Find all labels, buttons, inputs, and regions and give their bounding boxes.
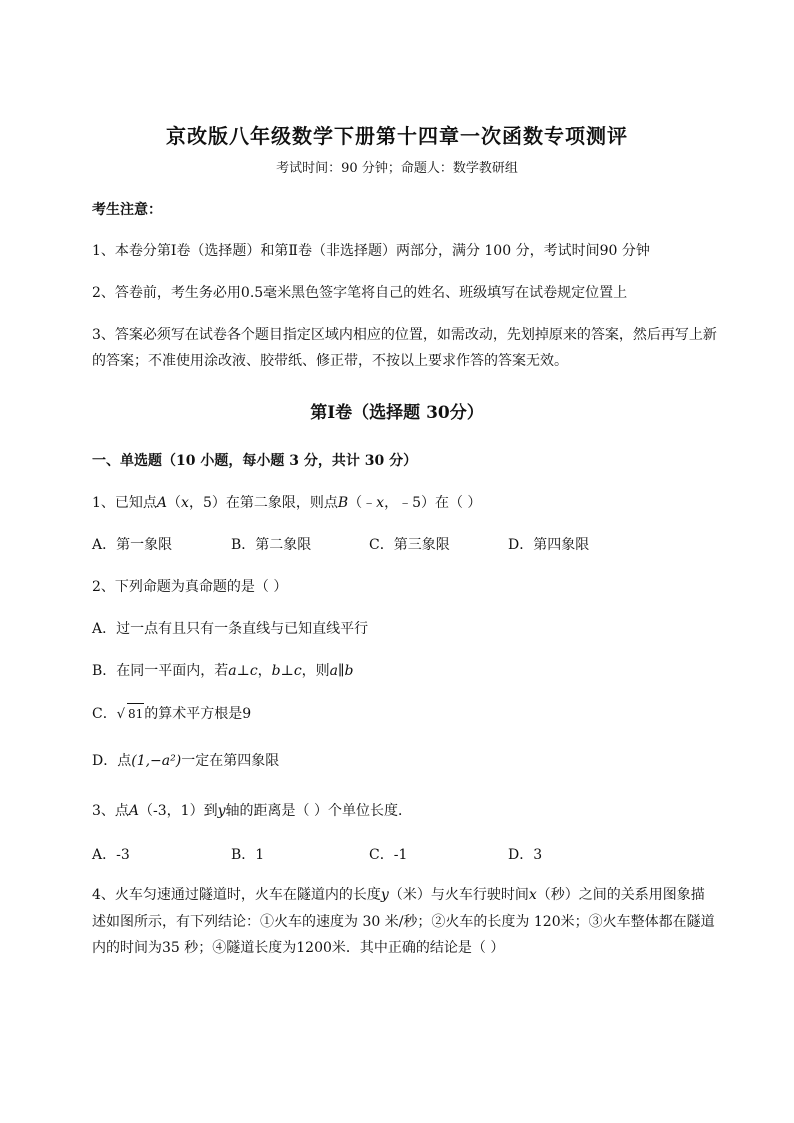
q1-point-b: B: [337, 495, 349, 511]
question-4-line-1: [92, 885, 705, 905]
q3-option-c: C．-1: [369, 847, 408, 863]
part-heading: 一、单选题（10 小题，每小题 3 分，共计 30 分）: [92, 453, 418, 469]
q2-d-label: D．点: [92, 753, 132, 769]
q4-text-b: （米）与火车行驶时间: [388, 887, 529, 903]
q2-b-var-b2: b: [344, 663, 354, 679]
q1-option-a: A．第一象限: [92, 537, 173, 553]
question-4-line-3: 内的时间为35 秒；④隧道长度为1200米．其中正确的结论是（ ）: [92, 940, 505, 956]
q2-b-perp-1: ⊥: [236, 663, 250, 679]
q1-option-b: B．第二象限: [231, 537, 312, 553]
notice-heading: 考生注意：: [92, 202, 162, 218]
q3-text-a: 3、点: [92, 803, 129, 819]
q1-text-e: ，﹣5）在（ ）: [384, 495, 482, 511]
notice-item-3-cont: 的答案；不准使用涂改液、胶带纸、修正带，不按以上要求作答的答案无效。: [92, 353, 568, 369]
q1-var-x: x: [181, 495, 189, 511]
q4-text-a: 4、火车匀速通过隧道时，火车在隧道内的长度: [92, 887, 381, 903]
q3-option-d: D．3: [508, 847, 543, 863]
q1-text-b: （: [167, 495, 182, 511]
notice-item-2: 2、答卷前，考生务必用0.5毫米黑色签字笔将自己的姓名、班级填写在试卷规定位置上: [92, 285, 628, 301]
q4-var-x: x: [528, 887, 537, 903]
exam-info: 考试时间：90 分钟；命题人：数学教研组: [276, 161, 518, 176]
q2-d-point: (1,−a²): [131, 753, 182, 769]
q2-b-var-b: b: [271, 663, 281, 679]
q1-text-c: ，5）在第二象限，则点: [188, 495, 338, 511]
q2-b-parallel: ∥: [338, 663, 345, 679]
q1-text-a: 1、已知点: [92, 495, 157, 511]
question-2-stem: 2、下列命题为真命题的是（ ）: [92, 579, 288, 595]
question-3-stem: [92, 801, 412, 821]
q1-var-x2: x: [376, 495, 385, 511]
q4-text-c: （秒）之间的关系用图象描: [536, 887, 705, 903]
q2-b-text: B．在同一平面内，若: [92, 663, 229, 679]
q4-var-y: y: [380, 887, 389, 903]
q3-text-c: 轴的距离是（ ）个单位长度．: [225, 803, 412, 819]
q2-b-var-c: c: [249, 663, 258, 679]
q2-option-d: [92, 751, 279, 771]
q2-b-comma: ，: [257, 663, 272, 679]
notice-item-3: 3、答案必须写在试卷各个题目指定区域内相应的位置，如需改动，先划掉原来的答案，然后再写上新: [92, 327, 717, 343]
q2-b-perp-2: ⊥: [280, 663, 294, 679]
q2-option-a: A．过一点有且只有一条直线与已知直线平行: [92, 621, 369, 637]
q2-b-var-a: a: [228, 663, 237, 679]
q2-option-c: [92, 703, 251, 725]
q1-text-d: （﹣: [348, 495, 377, 511]
q1-point-a: A: [156, 495, 168, 511]
q3-axis: y: [217, 803, 226, 819]
q1-option-d: D．第四象限: [508, 537, 590, 553]
q2-b-var-c2: c: [293, 663, 302, 679]
q2-b-var-a2: a: [329, 663, 339, 679]
q2-c-radicand: 81: [127, 703, 144, 724]
q2-c-text: 的算术平方根是9: [144, 706, 252, 722]
q2-c-label: C．: [92, 706, 117, 722]
page-title: 京改版八年级数学下册第十四章一次函数专项测评: [166, 124, 628, 148]
notice-item-1: 1、本卷分第Ⅰ卷（选择题）和第Ⅱ卷（非选择题）两部分，满分 100 分，考试时间90 分钟: [92, 243, 650, 259]
q2-d-text: 一定在第四象限: [181, 753, 280, 769]
q3-option-a: A．-3: [92, 847, 130, 863]
sqrt-icon: √: [116, 707, 126, 722]
section-title: 第Ⅰ卷（选择题 30分）: [310, 403, 484, 423]
question-4-line-2: 述如图所示，有下列结论：①火车的速度为 30 米/秒；②火车的长度为 120米；③火车整体都在隧道: [92, 914, 715, 930]
q3-point: A: [128, 803, 140, 819]
q1-option-c: C．第三象限: [369, 537, 450, 553]
q2-b-then: ，则: [301, 663, 330, 679]
q2-option-b: [92, 661, 353, 681]
q3-text-b: （-3，1）到: [139, 803, 218, 819]
question-1-stem: [92, 493, 481, 513]
q3-option-b: B．1: [231, 847, 265, 863]
